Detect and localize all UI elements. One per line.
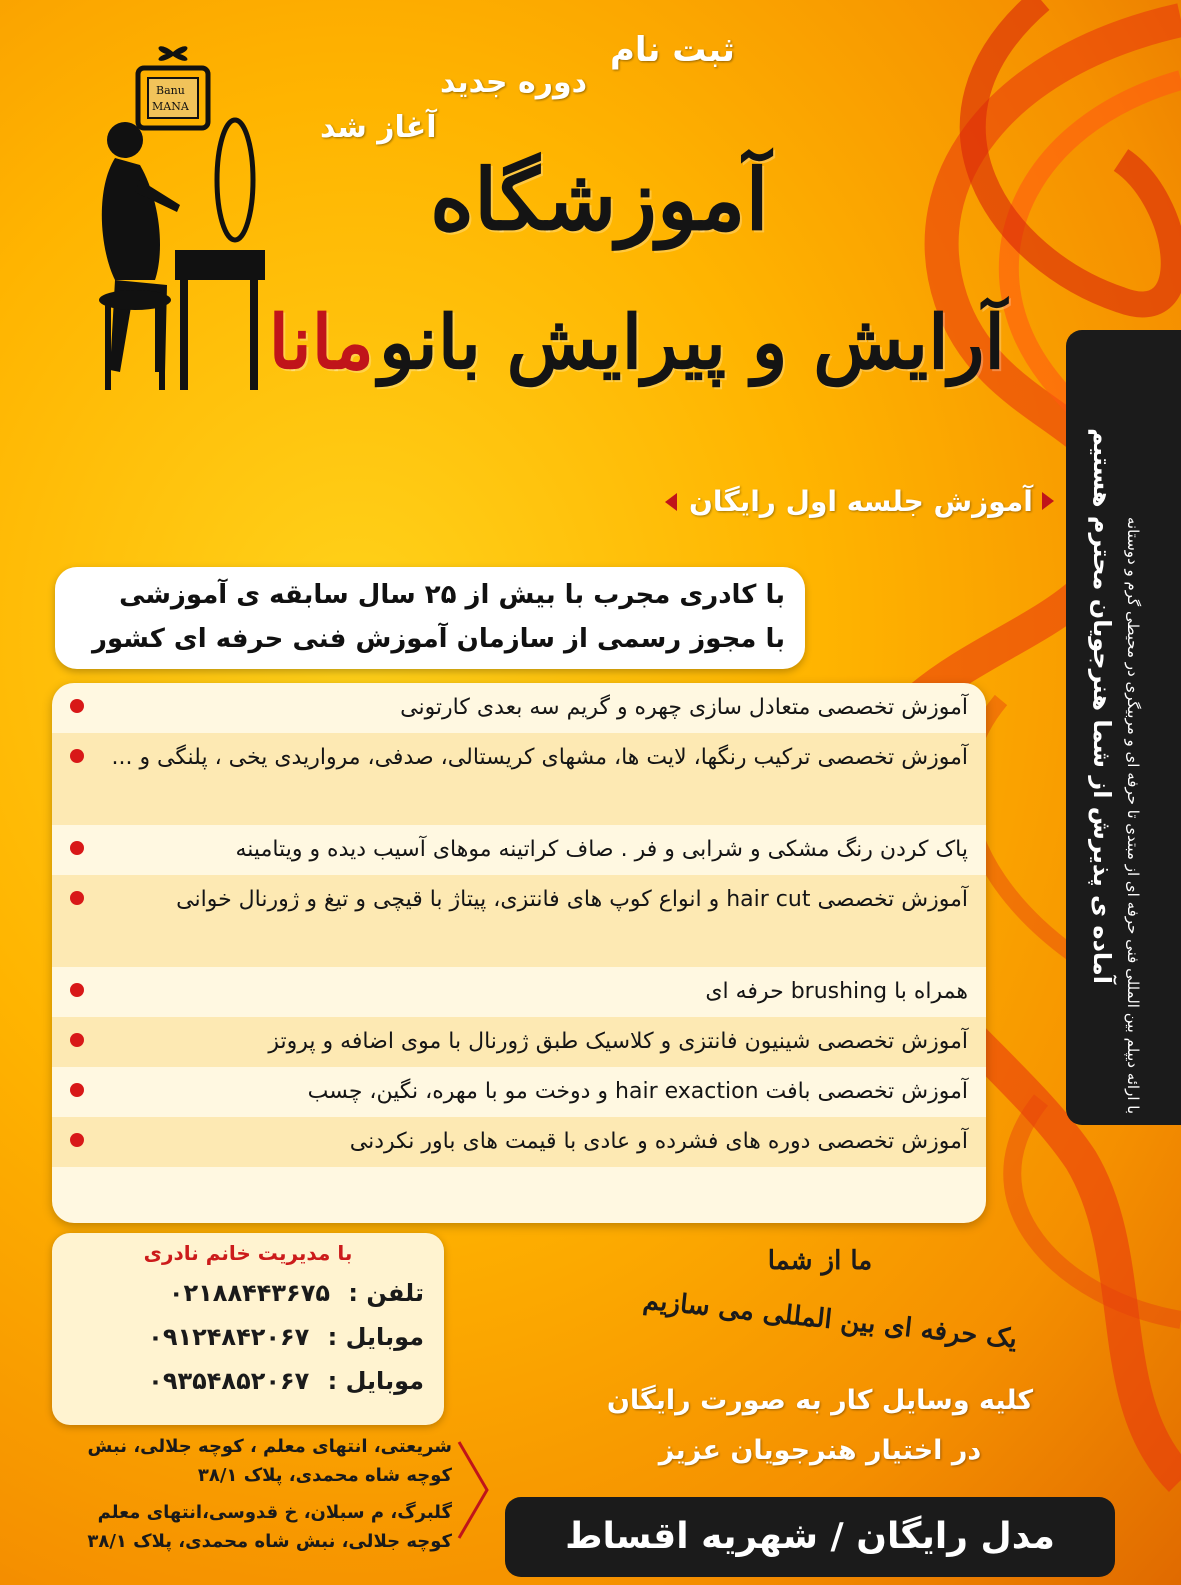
- slogan-line-1: ما از شما: [767, 1246, 873, 1276]
- side-text-1: با ارائه دیپلم بین المللی فنی حرفه ای از مبتدی تا حرفه ای و مربیگری در محیطی گرم و دوستانه: [1124, 516, 1142, 1114]
- address-1: [52, 1432, 452, 1490]
- address-2-line-1: گلبرگ، م سبلان، خ قدوسی،انتهای معلم: [97, 1502, 452, 1523]
- main-title: [268, 300, 1005, 450]
- equipment-line-1: کلیه وسایل کار به صورت رایگان: [606, 1385, 1034, 1416]
- slogan-line-2: یک حرفه ای بین المللی می سازیم: [641, 1285, 1019, 1355]
- phone-number[interactable]: ۰۲۱۸۸۴۴۳۶۷۵: [168, 1279, 330, 1307]
- mobile-label: موبایل :: [327, 1367, 424, 1395]
- mobile-row-2: [72, 1359, 424, 1403]
- contact-box: [52, 1233, 444, 1425]
- equipment-line-2: در اختیار هنرجویان عزیز: [658, 1435, 982, 1466]
- intro-line-2: با مجوز رسمی از سازمان آموزش فنی حرفه ای کشور: [92, 624, 785, 654]
- bullet-icon: [70, 891, 84, 905]
- phone-row: [72, 1271, 424, 1315]
- intro-line-1: با کادری مجرب با بیش از ۲۵ سال سابقه ی آموزشی: [119, 580, 785, 610]
- mobile-number-2[interactable]: ۰۹۳۵۴۸۵۲۰۶۷: [148, 1367, 310, 1395]
- list-item: آموزش تخصصی شینیون فانتزی و کلاسیک طبق ژورنال با موی اضافه و پروتز: [52, 1017, 986, 1067]
- mobile-label: موبایل :: [327, 1323, 424, 1351]
- new-course-text: دوره جدید: [440, 65, 588, 100]
- bullet-icon: [70, 983, 84, 997]
- institute-title: آموزشگاه: [430, 150, 769, 249]
- list-item: پاک کردن رنگ مشکی و شرابی و فر . صاف کراتینه موهای آسیب دیده و ویتامینه: [52, 825, 986, 875]
- address-2-line-2: کوچه جلالی، نبش شاه محمدی، پلاک ۳۸/۱: [87, 1531, 452, 1552]
- bullet-icon: [70, 749, 84, 763]
- logo-text-banu: Banu: [156, 84, 185, 97]
- bullet-icon: [70, 1033, 84, 1047]
- address-1-line-2: کوچه شاه محمدی، پلاک ۳۸/۱: [197, 1465, 452, 1486]
- main-title-text: آرایش و پیرایش بانو: [378, 300, 1005, 386]
- triangle-right-icon: [1042, 492, 1054, 510]
- free-session-text: آموزش جلسه اول رایگان: [689, 485, 1033, 518]
- address-2: [52, 1498, 452, 1556]
- woman-vanity-silhouette-icon: [85, 110, 285, 400]
- side-text-2: آماده ی پذیرش از شما هنرجویان محترم هستیم: [1088, 428, 1116, 984]
- list-item: آموزش تخصصی متعادل سازی چهره و گریم سه بعدی کارتونی: [52, 683, 986, 733]
- bullet-icon: [70, 699, 84, 713]
- list-item: آموزش تخصصی ترکیب رنگها، لایت ها، مشهای کریستالی، صدفی، مرواریدی یخی ، پلنگی و ...: [52, 733, 986, 825]
- triangle-left-icon: [665, 493, 677, 511]
- list-item: آموزش تخصصی دوره های فشرده و عادی با قیمت های باور نکردنی: [52, 1117, 986, 1167]
- mobile-number-1[interactable]: ۰۹۱۲۴۸۴۲۰۶۷: [148, 1323, 310, 1351]
- logo-text-mana: MANA: [152, 100, 189, 113]
- phone-label: تلفن :: [348, 1279, 424, 1307]
- list-item: همراه با brushing حرفه ای: [52, 967, 986, 1017]
- side-info-bar: [1066, 330, 1181, 1125]
- arrow-bracket-icon: [455, 1440, 491, 1540]
- features-list: [52, 683, 986, 1223]
- list-item: آموزش تخصصی hair cut و انواع کوپ های فانتزی، پیتاژ با قیچی و تیغ و ژورنال خوانی: [52, 875, 986, 967]
- bottom-banner: مدل رایگان / شهریه اقساط: [505, 1497, 1115, 1577]
- bullet-icon: [70, 841, 84, 855]
- mobile-row-1: [72, 1315, 424, 1359]
- intro-box: [55, 567, 805, 669]
- bullet-icon: [70, 1083, 84, 1097]
- register-text: ثبت نام: [610, 30, 735, 70]
- started-text: آغاز شد: [320, 110, 437, 145]
- address-1-line-1: شریعتی، انتهای معلم ، کوچه جلالی، نبش: [87, 1436, 452, 1457]
- bullet-icon: [70, 1133, 84, 1147]
- list-item: آموزش تخصصی بافت hair exaction و دوخت مو با مهره، نگین، چسب: [52, 1067, 986, 1117]
- free-session-label: [665, 485, 1033, 518]
- manager-label: با مدیریت خانم نادری: [143, 1241, 353, 1265]
- brand-name: مانا: [268, 300, 374, 386]
